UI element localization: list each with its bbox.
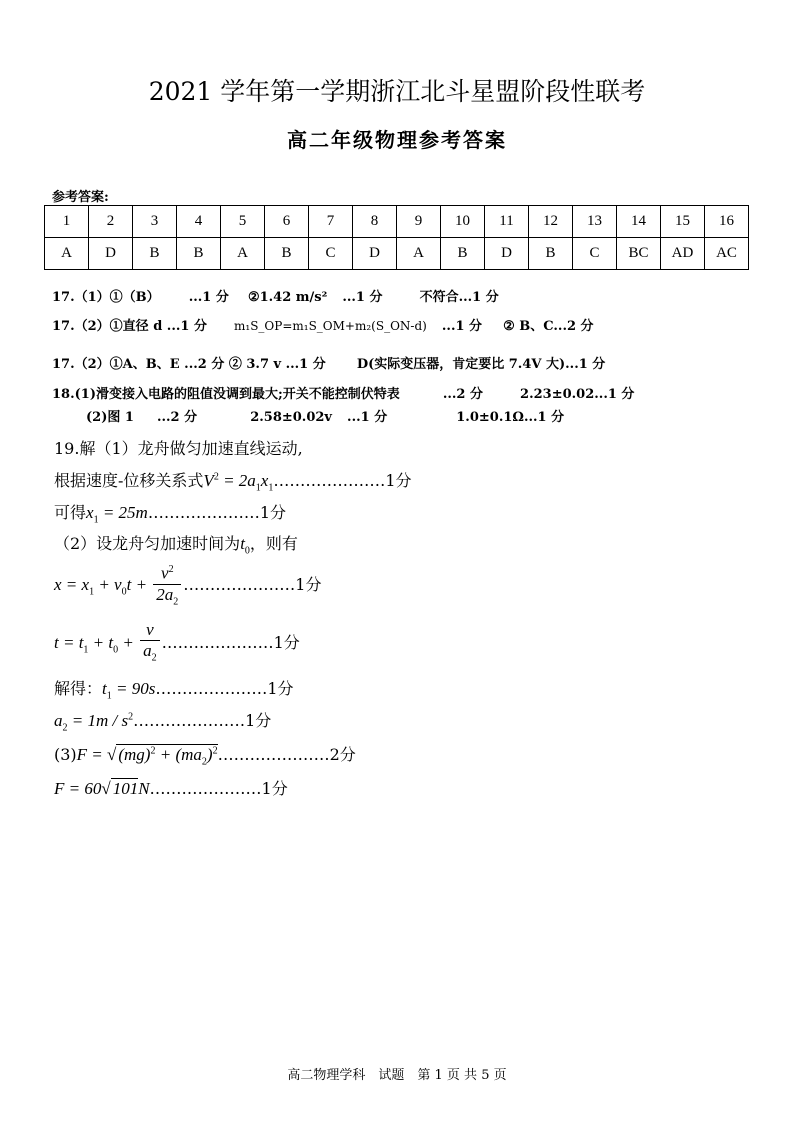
q17-line2-a: 17.（2）①直径 d ...1 分 bbox=[52, 319, 207, 334]
q18-line2-e: 1.0±0.1Ω...1 分 bbox=[456, 410, 565, 425]
q19-score: 2分 bbox=[329, 745, 356, 764]
q18-line1 bbox=[52, 383, 634, 402]
q19-score: 1分 bbox=[385, 471, 412, 490]
question-number-cell: 16 bbox=[705, 206, 749, 238]
answer-choice-cell: C bbox=[573, 238, 617, 270]
question-number-cell: 15 bbox=[661, 206, 705, 238]
question-number-cell: 10 bbox=[441, 206, 485, 238]
q19-intro: 19.解（1）龙舟做匀加速直线运动, bbox=[54, 439, 303, 458]
q17-momentum-equation: m₁S_OP=m₁S_OM+m₂(S_ON-d) bbox=[234, 319, 427, 333]
q19-solve-line bbox=[54, 676, 294, 701]
question-number-cell: 14 bbox=[617, 206, 661, 238]
q19-F-value-line bbox=[54, 776, 288, 799]
q18-line1-b: ...2 分 bbox=[442, 387, 483, 402]
q19-equation-F: F = √ $(mg)^2 + (ma_2)^2$ bbox=[76, 745, 218, 768]
q19-part3-prefix: (3) bbox=[54, 745, 77, 764]
answer-choice-cell: B bbox=[441, 238, 485, 270]
answer-choice-cell: AC bbox=[705, 238, 749, 270]
q19-relation-line bbox=[54, 468, 412, 493]
q18-line2 bbox=[86, 406, 564, 425]
q19-dots: ………………… bbox=[149, 779, 262, 798]
question-number-cell: 7 bbox=[309, 206, 353, 238]
q19-part2-suffix: ，则有 bbox=[249, 534, 298, 553]
q19-symbol-t0: $t_0$ bbox=[240, 534, 250, 557]
question-number-cell: 13 bbox=[573, 206, 617, 238]
q19-dots: ………………… bbox=[147, 503, 260, 522]
answer-choice-cell: D bbox=[485, 238, 529, 270]
q19-result-line bbox=[54, 500, 286, 525]
answer-choice-cell: D bbox=[353, 238, 397, 270]
q19-score: 1分 bbox=[273, 633, 300, 653]
question-number-cell: 1 bbox=[45, 206, 89, 238]
q19-part2: （2）设龙舟匀加速时间为 bbox=[54, 534, 241, 553]
question-number-row bbox=[45, 206, 749, 238]
q17-line3-b: D(实际变压器，肯定要比 7.4V 大)...1 分 bbox=[356, 357, 606, 372]
q18-line2-d: ...1 分 bbox=[347, 410, 388, 425]
q17-line2-c: ...1 分 bbox=[441, 319, 483, 334]
q19-score: 1分 bbox=[245, 711, 272, 730]
q17-line1-e: 不符合...1 分 bbox=[419, 290, 499, 305]
question-number-cell: 4 bbox=[177, 206, 221, 238]
q17-line1-c: ②1.42 m/s² bbox=[247, 290, 328, 305]
q19-relation-prefix: 根据速度-位移关系式 bbox=[54, 471, 204, 490]
question-number-cell: 9 bbox=[397, 206, 441, 238]
q19-score: 1分 bbox=[267, 679, 294, 698]
answer-choice-cell: A bbox=[221, 238, 265, 270]
q18-line2-a: (2)图 1 bbox=[86, 410, 134, 425]
q19-dots: ………………… bbox=[217, 745, 330, 764]
document-subtitle: 高二年级物理参考答案 bbox=[287, 128, 507, 152]
answer-choice-cell: B bbox=[177, 238, 221, 270]
q17-line1 bbox=[52, 286, 499, 305]
document-title: 2021 学年第一学期浙江北斗星盟阶段性联考 bbox=[148, 77, 646, 106]
q19-equation-t-line bbox=[54, 620, 300, 668]
q19-dots: ………………… bbox=[133, 711, 246, 730]
question-number-cell: 6 bbox=[265, 206, 309, 238]
q19-solve-prefix: 解得： bbox=[54, 679, 103, 698]
q19-equation-a2: $a_2 = 1m / s^2$ bbox=[54, 711, 134, 734]
answer-table bbox=[44, 205, 749, 270]
q18-line1-c: 2.23±0.02...1 分 bbox=[520, 387, 635, 402]
q19-equation-x1: $x_1 = 25m$ bbox=[86, 503, 148, 526]
q18-line2-b: ...2 分 bbox=[156, 410, 198, 425]
q19-equation-x-line bbox=[54, 560, 321, 612]
q19-dots: ………………… bbox=[155, 679, 268, 698]
question-number-cell: 5 bbox=[221, 206, 265, 238]
q19-equation-F-value: F = 60√ 101N bbox=[54, 779, 150, 798]
q17-line1-d: ...1 分 bbox=[342, 290, 383, 305]
answer-choice-cell: B bbox=[529, 238, 573, 270]
answer-choice-cell: A bbox=[45, 238, 89, 270]
q19-score: 1分 bbox=[295, 574, 322, 594]
answer-choice-cell: D bbox=[89, 238, 133, 270]
q17-line1-b: ...1 分 bbox=[188, 290, 229, 305]
q17-line3 bbox=[52, 353, 605, 372]
q19-dots: ………………… bbox=[161, 633, 274, 653]
question-number-cell: 12 bbox=[529, 206, 573, 238]
answer-choice-cell: AD bbox=[661, 238, 705, 270]
question-number-cell: 11 bbox=[485, 206, 529, 238]
q19-equation-x: $x = x_1 + v_0t$ + $\frac{v^2}{2a_2}$ bbox=[54, 575, 183, 594]
answer-choice-row bbox=[45, 238, 749, 270]
answer-choice-cell: B bbox=[133, 238, 177, 270]
q17-line1-a: 17.（1）①（B） bbox=[52, 290, 160, 305]
q17-line2 bbox=[52, 315, 594, 334]
q19-score: 1分 bbox=[259, 503, 286, 522]
question-number-cell: 3 bbox=[133, 206, 177, 238]
q17-line2-d: ② B、C...2 分 bbox=[503, 319, 594, 334]
q19-result-prefix: 可得 bbox=[54, 503, 87, 522]
q19-part3-line bbox=[54, 742, 356, 767]
answers-label: 参考答案: bbox=[52, 190, 109, 205]
q19-part2-line bbox=[54, 531, 298, 556]
q19-dots: ………………… bbox=[183, 574, 296, 594]
answer-choice-cell: B bbox=[265, 238, 309, 270]
page-footer: 高二物理学科 试题 第 1 页 共 5 页 bbox=[287, 1068, 507, 1083]
q19-equation-v2: $V^2 = 2a_1x_1$ bbox=[203, 471, 274, 494]
q19-equation-t1: $t_1 = 90s$ bbox=[102, 679, 156, 702]
q18-line2-c: 2.58±0.02v bbox=[250, 410, 332, 425]
answer-choice-cell: A bbox=[397, 238, 441, 270]
q19-equation-t: $t = t_1 + t_0$ + $\frac{v}{a_2}$ bbox=[54, 633, 162, 652]
question-number-cell: 2 bbox=[89, 206, 133, 238]
answer-choice-cell: C bbox=[309, 238, 353, 270]
q19-dots: ………………… bbox=[273, 471, 386, 490]
answer-choice-cell: BC bbox=[617, 238, 661, 270]
question-number-cell: 8 bbox=[353, 206, 397, 238]
q19-score: 1分 bbox=[261, 779, 288, 798]
q19-a2-line bbox=[54, 708, 271, 733]
q17-line3-a: 17.（2）①A、B、E ...2 分 ② 3.7 v ...1 分 bbox=[52, 357, 326, 372]
q18-line1-a: 18.(1)滑变接入电路的阻值没调到最大;开关不能控制伏特表 bbox=[52, 387, 400, 402]
